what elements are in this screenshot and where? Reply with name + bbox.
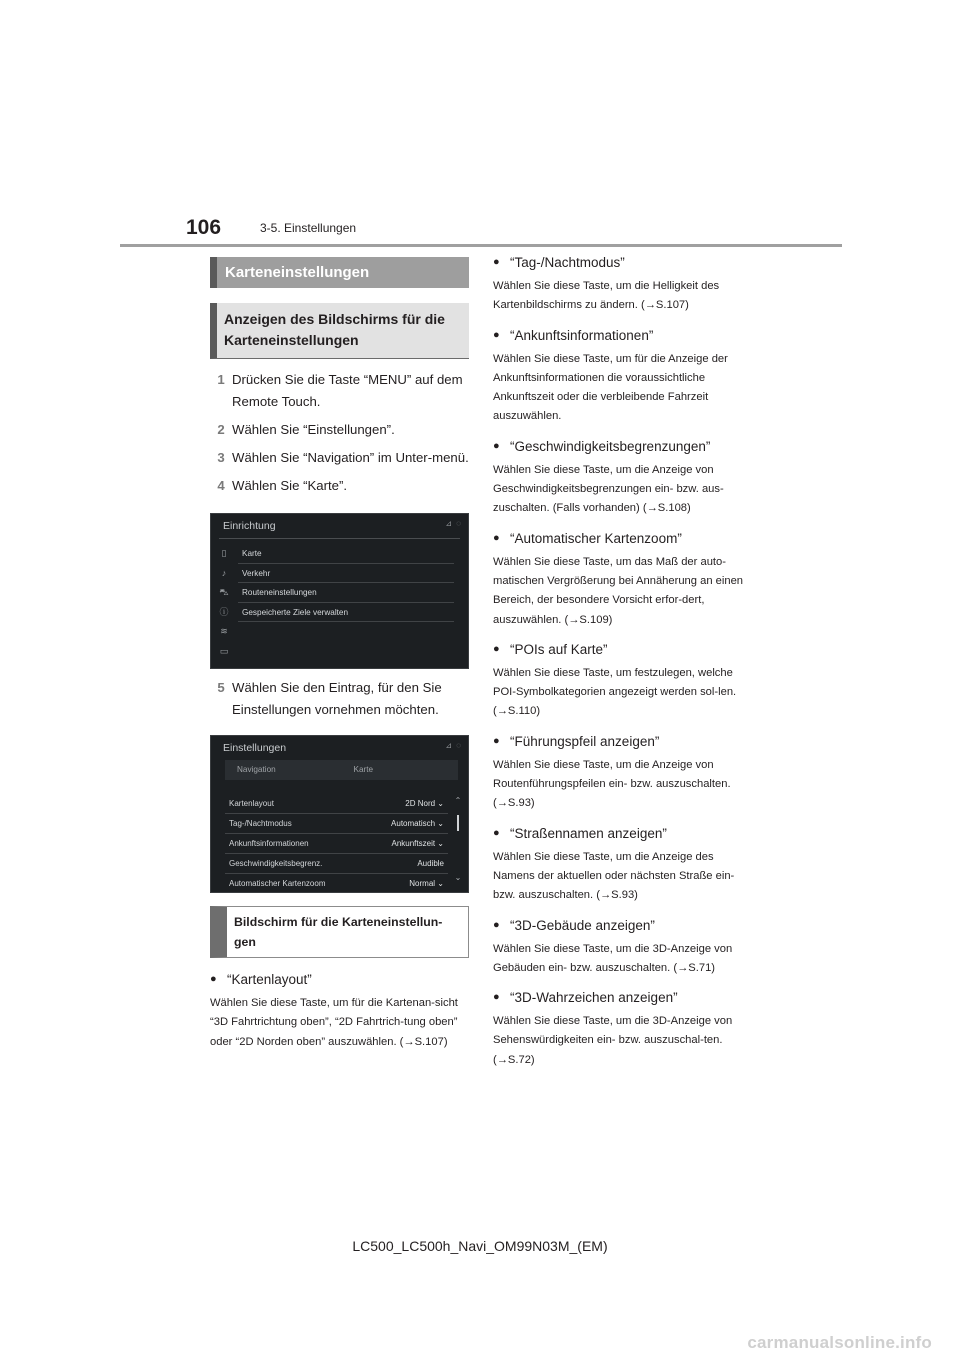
- entry-3d-wahrzeichen: [493, 988, 755, 1070]
- vehicle-icon: ▭: [219, 645, 229, 656]
- step-text: Drücken Sie die Taste “MENU” auf dem Remote Touch.: [232, 372, 463, 409]
- setting-value: Normal ⌄: [409, 879, 444, 888]
- setup-screen-image: [210, 513, 469, 669]
- entry-description: Wählen Sie diese Taste, um für die Anzeige der Ankunftsinformationen die voraussichtliche Ankunftszeit oder die verbleibende Fahrzeit auszuwählen.: [493, 352, 728, 423]
- entry-3d-gebaeude: [493, 916, 755, 979]
- scroll-thumb[interactable]: [457, 815, 459, 831]
- bullet-icon: ●: [493, 734, 500, 747]
- entry-ankunftsinformationen: [493, 326, 755, 427]
- menu-item-routeneinstellungen[interactable]: Routeneinstellungen: [238, 583, 454, 603]
- entry-geschwindigkeitsbegrenzungen: [493, 437, 755, 519]
- bullet-icon: ●: [493, 991, 500, 1004]
- step-3: [210, 447, 469, 469]
- car-icon: ⛍: [219, 587, 229, 597]
- menu-item-verkehr[interactable]: Verkehr: [238, 564, 454, 584]
- entry-description: Wählen Sie diese Taste, um festzulegen, welche POI-Symbolkategorien angezeigt werden sol-len. (→S.110): [493, 666, 737, 718]
- phone-icon: ▯: [221, 548, 227, 558]
- screen-divider: [219, 538, 460, 539]
- step-list-2: [210, 677, 469, 721]
- step-list: [210, 369, 469, 497]
- entry-pois-auf-karte: [493, 640, 755, 722]
- entry-title: “Führungspfeil anzeigen”: [510, 733, 660, 749]
- watermark: carmanualsonline.info: [747, 1333, 932, 1352]
- left-column: [210, 257, 469, 1062]
- audio-icon: ♪: [221, 567, 227, 578]
- tab-karte[interactable]: Karte: [353, 765, 374, 774]
- side-icon-bar: [215, 544, 233, 661]
- subsection-title: Anzeigen des Bildschirms für die Karteneinstellungen: [210, 303, 469, 359]
- step-number: 5: [217, 680, 225, 695]
- entry-description: Wählen Sie diese Taste, um das Maß der auto-matischen Vergrößerung bei Annäherung an einen Bereich, der besondere Vorsicht erfor-dert, auszuwählen. (→S.109): [493, 555, 744, 626]
- settings-list: [225, 794, 448, 893]
- entry-description: Wählen Sie diese Taste, um für die Kartenan-sicht “3D Fahrtrichtung oben”, “2D Fahrtrich-tung oben” oder “2D Norden oben” auszuwählen. (→S.107): [210, 997, 458, 1048]
- info-icon: ⓘ: [219, 606, 229, 617]
- chevron-up-icon[interactable]: ⌃: [454, 796, 462, 805]
- bullet-icon: ●: [493, 642, 500, 655]
- setting-label: Kartenlayout: [229, 799, 274, 808]
- setting-row-geschwindigkeitsbegrenz[interactable]: [225, 854, 448, 874]
- step-number: 4: [217, 478, 225, 493]
- setting-label: Tag-/Nachtmodus: [229, 819, 292, 828]
- entry-strassennamen: [493, 824, 755, 906]
- step-number: 1: [217, 372, 225, 387]
- wifi-icon: ≋: [220, 626, 228, 636]
- menu-item-gespeicherte-ziele[interactable]: Gespeicherte Ziele verwalten: [238, 603, 454, 623]
- bullet-icon: ●: [493, 328, 500, 341]
- settings-screen-title: Einstellungen: [223, 742, 287, 754]
- setting-row-tag-nachtmodus[interactable]: [225, 814, 448, 834]
- bullet-icon: ●: [493, 918, 500, 931]
- step-text: Wählen Sie “Navigation” im Unter-menü.: [232, 450, 469, 465]
- entry-description: Wählen Sie diese Taste, um die 3D-Anzeige von Gebäuden ein- bzw. auszuschalten. (→S.71): [493, 942, 733, 974]
- entry-fuehrungspfeil: [493, 732, 755, 814]
- page-number: 106: [186, 216, 222, 239]
- step-text: Wählen Sie den Eintrag, für den Sie Einstellungen vornehmen möchten.: [232, 680, 442, 717]
- setting-label: Automatischer Kartenzoom: [229, 879, 326, 888]
- setting-value: Audible: [417, 859, 444, 868]
- setting-label: Geschwindigkeitsbegrenz.: [229, 859, 323, 868]
- status-icons: ⊿ ◌: [445, 519, 462, 528]
- section-title-bar: [210, 257, 469, 288]
- step-4: [210, 475, 469, 497]
- menu-item-karte[interactable]: Karte: [238, 544, 454, 564]
- setup-screen-title: Einrichtung: [223, 520, 276, 532]
- step-number: 2: [217, 422, 225, 437]
- setting-value: Ankunftszeit ⌄: [391, 839, 444, 848]
- entry-title: “POIs auf Karte”: [510, 641, 608, 657]
- bullet-icon: ●: [493, 531, 500, 544]
- chevron-down-icon[interactable]: ⌄: [454, 873, 462, 882]
- figure-caption: Bildschirm für die Karteneinstellun-gen: [210, 906, 469, 958]
- section-title: Karteneinstellungen: [225, 264, 370, 281]
- step-text: Wählen Sie “Einstellungen”.: [232, 422, 395, 437]
- bullet-icon: ●: [210, 973, 217, 985]
- tab-navigation[interactable]: Navigation: [237, 765, 276, 774]
- bullet-icon: ●: [493, 826, 500, 839]
- entry-description: Wählen Sie diese Taste, um die 3D-Anzeige von Sehenswürdigkeiten ein- bzw. auszuschal-ten. (→S.72): [493, 1015, 733, 1066]
- setting-value: Automatisch ⌄: [391, 819, 444, 828]
- setting-row-automatischer-kartenzoom[interactable]: [225, 874, 448, 893]
- entry-title: “Geschwindigkeitsbegrenzungen”: [510, 438, 711, 454]
- right-column: [493, 253, 755, 1080]
- entry-description: Wählen Sie diese Taste, um die Anzeige von Geschwindigkeitsbegrenzungen ein- bzw. aus-zuschalten. (Falls vorhanden) (→S.108): [493, 463, 724, 515]
- step-5: [210, 677, 469, 721]
- entry-automatischer-kartenzoom: [493, 529, 755, 630]
- entry-title: “Tag-/Nachtmodus”: [510, 255, 625, 270]
- entry-title: “3D-Wahrzeichen anzeigen”: [510, 990, 678, 1006]
- entry-title: “Automatischer Kartenzoom”: [510, 530, 682, 546]
- setup-menu-list: [238, 544, 454, 622]
- entry-description: Wählen Sie diese Taste, um die Anzeige von Routenführungspfeilen ein- bzw. auszuschalten. (→S.93): [493, 758, 731, 810]
- entry-title: “Straßennamen anzeigen”: [510, 825, 667, 841]
- map-settings-screen-image: [210, 735, 469, 893]
- entry-title: “Ankunftsinformationen”: [510, 327, 654, 343]
- step-text: Wählen Sie “Karte”.: [232, 478, 348, 493]
- bullet-icon: ●: [493, 439, 500, 452]
- scroll-control[interactable]: [452, 796, 464, 886]
- header-rule: [120, 244, 842, 247]
- entry-title: “3D-Gebäude anzeigen”: [510, 917, 655, 933]
- entry-description: Wählen Sie diese Taste, um die Anzeige des Namens der aktuellen oder nächsten Straße ein- bzw. auszuschalten. (→S.93): [493, 850, 735, 902]
- entry-tag-nachtmodus: [493, 253, 755, 316]
- setting-value: 2D Nord ⌄: [405, 799, 444, 808]
- setting-row-ankunftsinformationen[interactable]: [225, 834, 448, 854]
- settings-tabs: [225, 760, 458, 780]
- status-icons: ⊿ ◌: [445, 741, 462, 750]
- step-2: [210, 419, 469, 441]
- setting-label: Ankunftsinformationen: [229, 839, 309, 848]
- entry-title: “Kartenlayout”: [227, 972, 312, 987]
- manual-code-footer: LC500_LC500h_Navi_OM99N03M_(EM): [352, 1238, 608, 1254]
- step-number: 3: [217, 450, 225, 465]
- bullet-icon: ●: [493, 256, 500, 268]
- step-1: [210, 369, 469, 413]
- setting-row-kartenlayout[interactable]: [225, 794, 448, 814]
- entry-kartenlayout: [210, 970, 469, 1052]
- section-reference: 3-5. Einstellungen: [260, 221, 357, 235]
- entry-description: Wählen Sie diese Taste, um die Helligkeit des Kartenbildschirms zu ändern. (→S.107): [493, 280, 720, 312]
